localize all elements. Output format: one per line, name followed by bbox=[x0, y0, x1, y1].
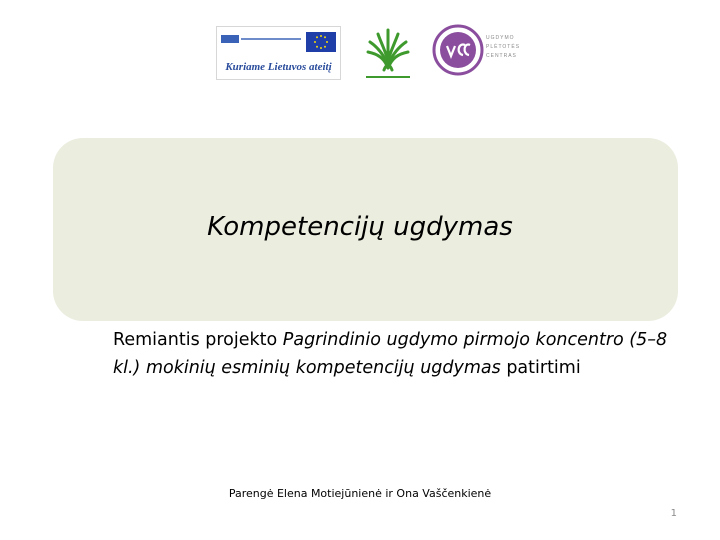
ministry-wordmark-icon bbox=[221, 33, 305, 45]
page-number: 1 bbox=[670, 508, 677, 519]
body-intro: Remiantis projekto bbox=[113, 330, 283, 350]
eu-funding-logo bbox=[216, 26, 341, 80]
slide-title: Kompetencijų ugdymas bbox=[207, 212, 513, 242]
logo-bar bbox=[0, 20, 720, 82]
eu-slogan: Kuriame Lietuvos ateitį bbox=[225, 61, 332, 73]
usc-logo bbox=[432, 24, 542, 80]
body-outro: patirtimi bbox=[500, 358, 581, 378]
ministry-plant-logo bbox=[356, 24, 420, 80]
slide-body bbox=[113, 326, 673, 382]
eu-flag-icon bbox=[306, 32, 336, 52]
plant-emblem-icon bbox=[356, 24, 420, 80]
project-name: Pagrindinio ugdymo pirmojo koncentro (5–8 kl.) mokinių esminių kompetencijų ugdymas bbox=[113, 330, 668, 378]
author-credit: Parengė Elena Motiejūnienė ir Ona Vaščenkienė bbox=[228, 487, 492, 500]
usc-line-2: PLĖTOTĖS bbox=[486, 44, 521, 50]
usc-line-1: UGDYMO bbox=[486, 35, 515, 41]
usc-wordmark bbox=[486, 34, 542, 61]
usc-emblem-icon bbox=[432, 24, 484, 76]
usc-line-3: CENTRAS bbox=[486, 53, 517, 59]
